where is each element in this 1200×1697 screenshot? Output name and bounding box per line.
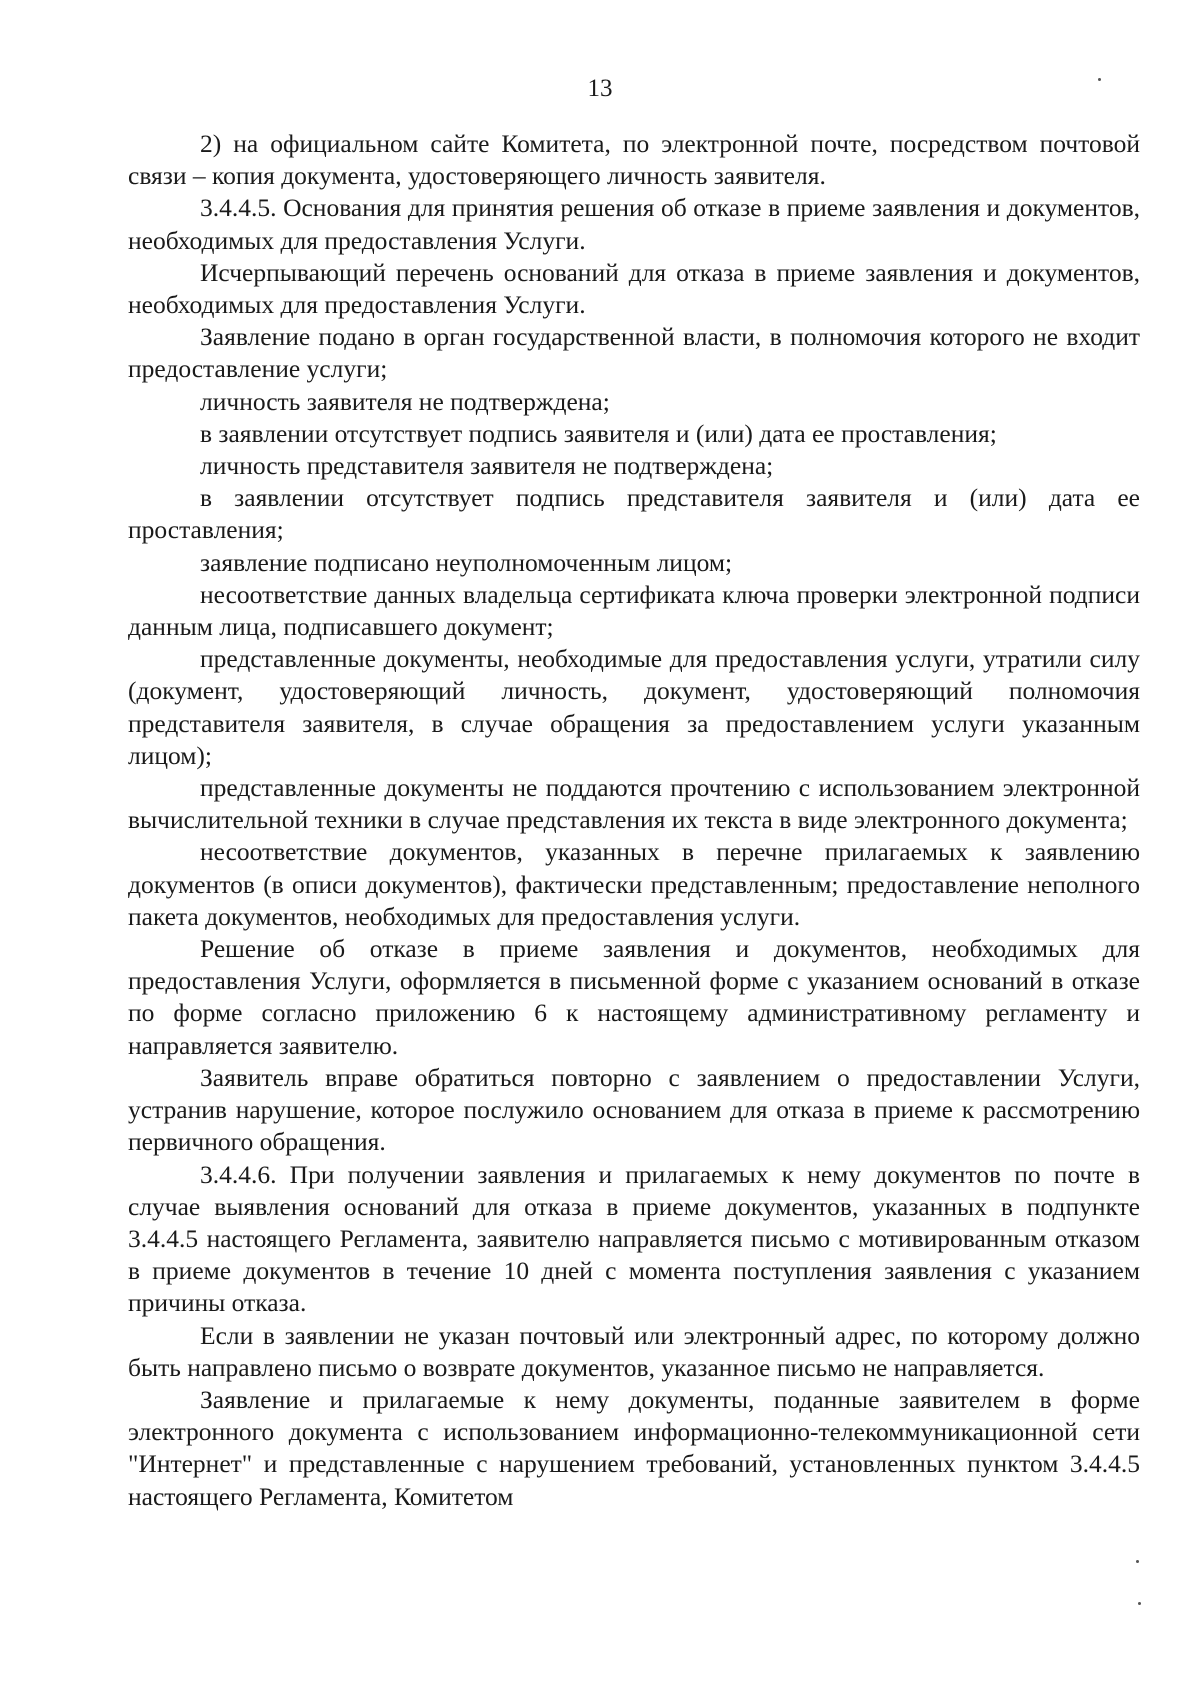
scan-speck [1098, 78, 1101, 81]
document-body [128, 128, 1140, 1513]
scan-speck [1136, 1560, 1139, 1563]
paragraph-submission-methods: 2) на официальном сайте Комитета, по электронной почте, посредством почтовой связи – копия документа, удостоверяющего личность заявителя. [128, 129, 1140, 191]
paragraph-3-4-4-5-heading: 3.4.4.5. Основания для принятия решения об отказе в приеме заявления и документов, необходимых для предоставления Услуги. [128, 193, 1140, 255]
paragraph-wrong-authority: Заявление подано в орган государственной власти, в полномочия которого не входит предоставление услуги; [128, 322, 1140, 384]
paragraph-documents-expired: представленные документы, необходимые для предоставления услуги, утратили силу (документ, удостоверяющий личность, документ, удостоверяющий полномочия представителя заявителя, в случае обращения за предоставлением услуги указанным лицом); [128, 644, 1140, 770]
paragraph-no-address: Если в заявлении не указан почтовый или электронный адрес, по которому должно быть направлено письмо о возврате документов, указанное письмо не направляется. [128, 1320, 1140, 1382]
paragraph-representative-unconfirmed: личность представителя заявителя не подтверждена; [200, 451, 774, 481]
paragraph-reapplication: Заявитель вправе обратиться повторно с заявлением о предоставлении Услуги, устранив нарушение, которое послужило основанием для отказа в приеме к рассмотрению первичного обращения. [128, 1062, 1140, 1157]
paragraph-grounds-list-intro: Исчерпывающий перечень оснований для отказа в приеме заявления и документов, необходимых для предоставления Услуги. [128, 257, 1140, 320]
page-number: 13 [587, 75, 613, 102]
paragraph-identity-unconfirmed: личность заявителя не подтверждена; [200, 386, 610, 416]
paragraph-refusal-decision: Решение об отказе в приеме заявления и документов, необходимых для предоставления Услуги, оформляется в письменной форме с указанием оснований в отказе по форме согласно приложению 6 к настоящему административному регламенту и направляется заявителю. [128, 934, 1140, 1060]
paragraph-unreadable-documents: представленные документы не поддаются прочтению с использованием электронной вычислительной техники в случае представления их текста в виде электронного документа; [128, 773, 1140, 835]
paragraph-3-4-4-6: 3.4.4.6. При получении заявления и прилагаемых к нему документов по почте в случае выявления оснований для отказа в приеме документов, указанных в подпункте 3.4.4.5 настоящего Регламента, заявителю направляется письмо с мотивированным отказом в приеме документов в течение 10 дней с момента поступления заявления с указанием причины отказа. [128, 1159, 1140, 1318]
paragraph-incomplete-package: несоответствие документов, указанных в перечне прилагаемых к заявлению документов (в описи документов), фактически представленным; предоставление неполного пакета документов, необходимых для предоставления услуги. [128, 837, 1140, 931]
paragraph-missing-signature: в заявлении отсутствует подпись заявителя и (или) дата ее проставления; [200, 418, 997, 448]
paragraph-electronic-submission: Заявление и прилагаемые к нему документы, поданные заявителем в форме электронного документа с использованием информационно-телекоммуникационной сети "Интернет" и представленные с нарушением требований, установленных пунктом 3.4.4.5 настоящего Регламента, Комитетом [128, 1384, 1140, 1511]
scan-speck [1138, 1602, 1141, 1605]
paragraph-representative-signature: в заявлении отсутствует подпись представителя заявителя и (или) дата ее проставления; [128, 483, 1140, 545]
paragraph-unauthorized-signer: заявление подписано неуполномоченным лицом; [200, 547, 733, 577]
paragraph-certificate-mismatch: несоответствие данных владельца сертификата ключа проверки электронной подписи данным лица, подписавшего документ; [128, 579, 1140, 642]
